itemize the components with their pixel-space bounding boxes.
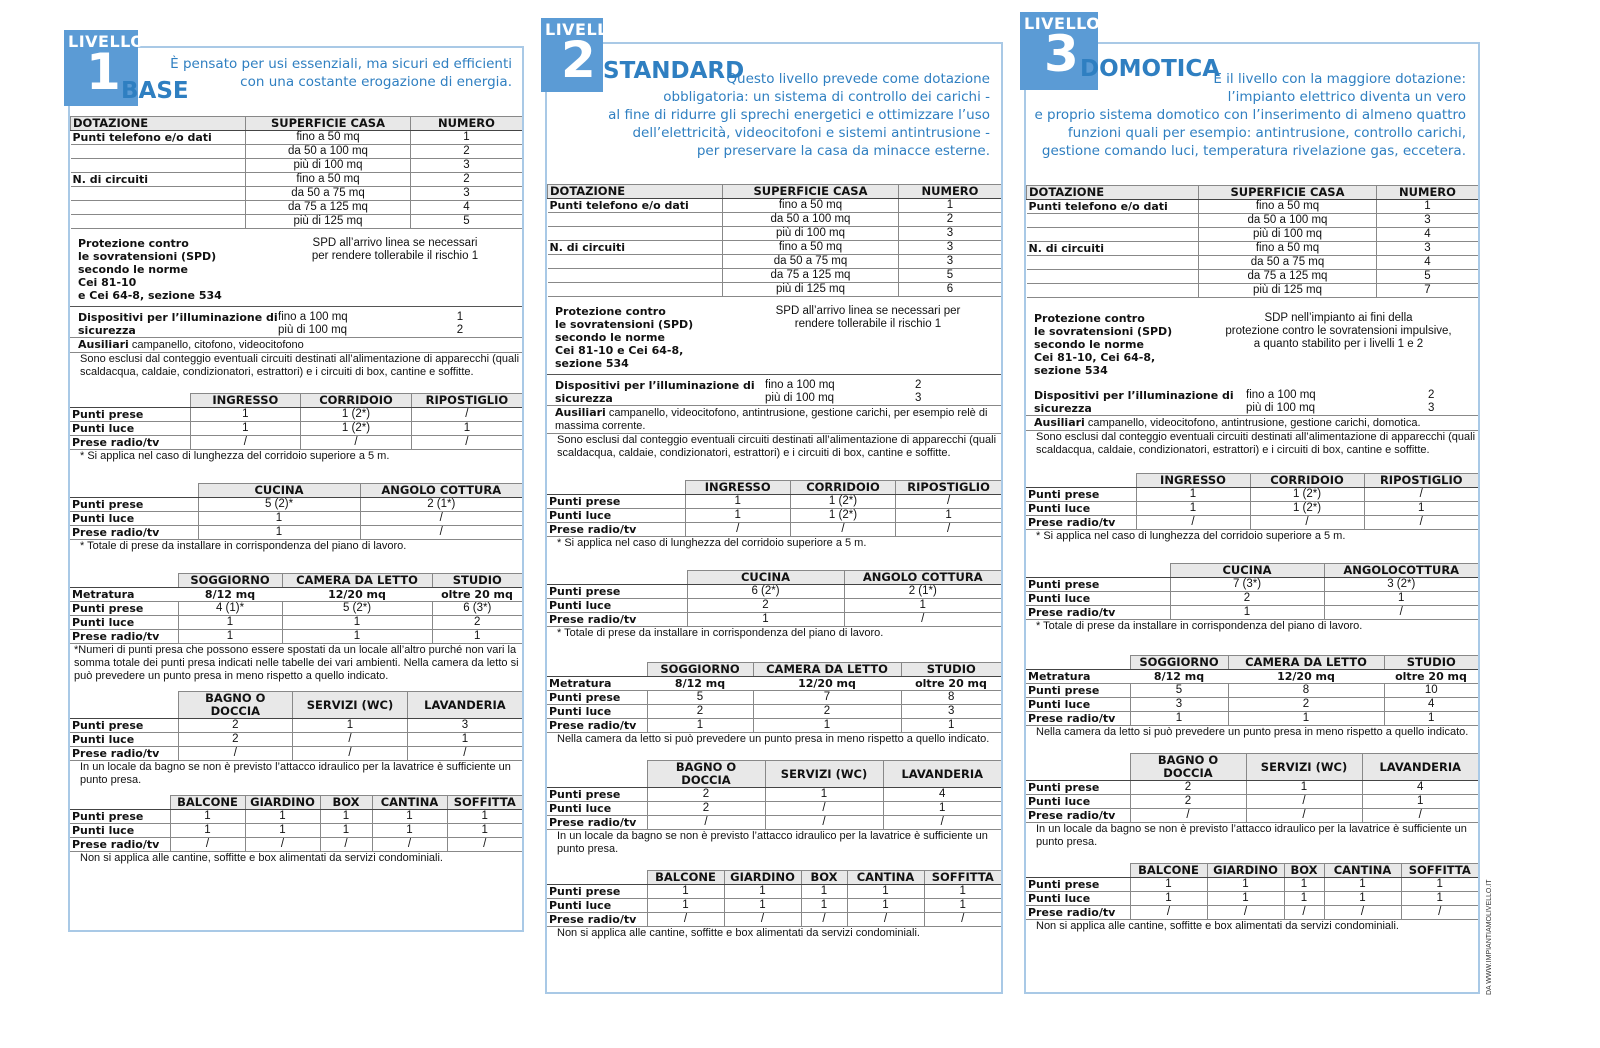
dispositivi-sicurezza: Dispositivi per l’illuminazione di sicurezza fino a 100 mq più di 100 mq 2 3 <box>555 379 922 405</box>
level-label: LIVELLO <box>545 20 622 39</box>
soggiorno-table: SOGGIORNO CAMERA DA LETTO STUDIO Metratura 8/12 mq 12/20 mq oltre 20 mq Punti prese 5 7 8 Punti luce 2 2 3 Prese radio/tv 1 1 1 <box>547 662 1001 733</box>
esterni-table: BALCONE GIARDINO BOX CANTINA SOFFITTA Punti prese 1 1 1 1 1 Punti luce 1 1 1 1 1 Prese radio/tv / / / / / <box>70 795 522 852</box>
dispositivi-sicurezza: Dispositivi per l’illuminazione di sicurezza fino a 100 mq più di 100 mq 1 2 <box>78 311 464 337</box>
level-intro: È pensato per usi essenziali, ma sicuri ed efficienti con una costante erogazione di energia. <box>170 56 512 90</box>
level-label: LIVELLO <box>1024 14 1101 33</box>
ingresso-table: INGRESSO CORRIDOIO RIPOSTIGLIO Punti prese 1 1 (2*) / Punti luce 1 1 (2*) 1 Prese radio/tv / / / <box>70 393 522 450</box>
soggiorno-table: SOGGIORNO CAMERA DA LETTO STUDIO Metratura 8/12 mq 12/20 mq oltre 20 mq Punti prese 5 8 10 Punti luce 3 2 4 Prese radio/tv 1 1 1 <box>1026 655 1478 726</box>
cucina-table: CUCINA ANGOLOCOTTURA Punti prese 7 (3*) 3 (2*) Punti luce 2 1 Prese radio/tv 1 / <box>1026 563 1478 620</box>
esterni-table: BALCONE GIARDINO BOX CANTINA SOFFITTA Punti prese 1 1 1 1 1 Punti luce 1 1 1 1 1 Prese radio/tv / / / / / <box>1026 863 1478 920</box>
esterni-table: BALCONE GIARDINO BOX CANTINA SOFFITTA Punti prese 1 1 1 1 1 Punti luce 1 1 1 1 1 Prese radio/tv / / / / / <box>547 870 1001 927</box>
level-name: DOMOTICA <box>1080 56 1221 82</box>
level-2-badge <box>541 18 622 92</box>
level-label: LIVELLO <box>68 32 145 51</box>
esclusi-note: Sono esclusi dal conteggio eventuali circuiti destinati all’alimentazione di apparecchi (quali scaldacqua, caldaie, condizionatori, estrattori) e i circuiti di box, cantine e soffitte. <box>70 352 522 379</box>
level-intro: È il livello con la maggiore dotazione: l’impianto elettrico diventa un vero e proprio sistema domotico con l’inserimento di almeno quattro funzioni quali per esempio: antintrusione, controllo carichi, gestione comando luci, temperatura rivelazione gas, eccetera. <box>1034 71 1466 159</box>
dotazione-table: DOTAZIONE SUPERFICIE CASA NUMERO Punti telefono e/o dati fino a 50 mq 1 da 50 a 100 mq 2 più di 100 mq 3 N. di circuiti fino a 50 mq 3 da 50 a 75 mq 3 da 75 a 125 mq 5 più di 125 mq 6 <box>547 184 1001 297</box>
spd-protection: Protezione contro le sovratensioni (SPD) secondo le norme Cei 81-10, Cei 64-8, sezione 534 SDP nell’impianto ai fini della protezione contro le sovratensioni impulsive, a quanto stabilito per i livelli 1 e 2 <box>1034 312 1452 377</box>
ausiliari: Ausiliari campanello, citofono, videocitofono <box>70 337 522 352</box>
esclusi-note: Sono esclusi dal conteggio eventuali circuiti destinati all’alimentazione di apparecchi (quali scaldacqua, caldaie, condizionatori, estrattori) e i circuiti di box, cantine e soffitte. <box>1026 430 1478 457</box>
spd-protection: Protezione contro le sovratensioni (SPD) secondo le norme Cei 81-10 e Cei 64-8, sezione 534 SPD all’arrivo linea se necessari per rendere tollerabile il rischio 1 <box>78 237 479 302</box>
bagno-table: BAGNO O DOCCIA SERVIZI (WC) LAVANDERIA Punti prese 2 1 3 Punti luce 2 / 1 Prese radio/tv / / / <box>70 691 522 761</box>
esclusi-note: Sono esclusi dal conteggio eventuali circuiti destinati all’alimentazione di apparecchi (quali scaldacqua, caldaie, condizionatori, estrattori) e i circuiti di box, cantine e soffitte. <box>547 433 1001 460</box>
spd-protection: Protezione contro le sovratensioni (SPD) secondo le norme Cei 81-10 e Cei 64-8, sezione 534 SPD all’arrivo linea se necessari per rendere tollerabile il rischio 1 <box>555 305 961 370</box>
dotazione-table: DOTAZIONE SUPERFICIE CASA NUMERO Punti telefono e/o dati fino a 50 mq 1 da 50 a 100 mq 2 più di 100 mq 3 N. di circuiti fino a 50 mq 2 da 50 a 75 mq 3 da 75 a 125 mq 4 più di 125 mq 5 <box>70 116 522 229</box>
level-name: BASE <box>121 78 189 104</box>
level-1-body: DOTAZIONE SUPERFICIE CASA NUMERO Punti telefono e/o dati fino a 50 mq 1 da 50 a 100 mq 2 più di 100 mq 3 N. di circuiti fino a 50 mq 2 da 50 a 75 mq 3 da 75 a 125 mq 4 più di 125 mq 5 Protezione contro le sovratensioni (SPD) secondo le norme Cei 81-10 e Cei 64-8, sezione 534 SPD all’arrivo linea se necessari per rendere tollerabile il rischio 1 Dispositivi per l’illuminazione di sicurezza fino a 100 mq più di 100 mq 1 2 Ausiliari campanello, citofono, videocitofono Sono esclusi dal conteggio eventuali circuiti destinati all’alimentazione di apparecchi (quali scaldacqua, caldaie, condizionatori, estrattori) e i circuiti di box, cantine e soffitte. INGRESSO CORRIDOIO RIPOSTIGLIO Punti prese 1 1 (2*) / Punti luce 1 1 (2*) 1 Prese radio/tv / / / * Si applica nel caso di lunghezza del corridoio superiore a 5 m. CUCINA ANGOLO COTTURA Punti prese 5 (2)* 2 (1*) Punti luce 1 / Prese radio/tv 1 / * Totale di prese da installare in corrispondenza del piano di lavoro. SOGGIORNO CAMERA DA LETTO STUDIO Metratura 8/12 mq 12/20 mq oltre 20 mq Punti prese 4 (1)* 5 (2*) 6 (3*) Punti luce 1 1 2 Prese radio/tv 1 1 1 *Numeri di punti presa che possono essere spostati da un locale all’altro purché non vari la somma totale dei punti presa indicati nelle tabelle dei vari ambienti. Nella camera da letto si può prevedere un punto presa in meno rispetto a quello indicato. BAGNO O DOCCIA SERVIZI (WC) LAVANDERIA Punti prese 2 1 3 Punti luce 2 / 1 Prese radio/tv / / / In un locale da bagno se non è previsto l’attacco idraulico per la lavatrice è sufficiente un punto presa. BALCONE GIARDINO BOX CANTINA SOFFITTA Punti prese 1 1 1 1 1 Punti luce 1 1 1 1 1 Prese radio/tv / / / / / Non si applica alle cantine, soffitte e box alimentati da servizi condominiali. <box>70 116 522 865</box>
level-intro: Questo livello prevede come dotazione obbligatoria: un sistema di controllo dei carichi - al fine di ridurre gli sprechi energetici e ottimizzare l’uso dell’elettricità, videocitofoni e sistemi antintrusione - per preservare la casa da minacce esterne. <box>608 71 990 159</box>
dotazione-table: DOTAZIONE SUPERFICIE CASA NUMERO Punti telefono e/o dati fino a 50 mq 1 da 50 a 100 mq 3 più di 100 mq 4 N. di circuiti fino a 50 mq 3 da 50 a 75 mq 4 da 75 a 125 mq 5 più di 125 mq 7 <box>1026 185 1478 298</box>
level-name: STANDARD <box>603 58 745 84</box>
ausiliari: Ausiliari campanello, videocitofono, antintrusione, gestione carichi, per esempio relè di massima corrente. <box>547 405 1001 433</box>
dispositivi-sicurezza: Dispositivi per l’illuminazione di sicurezza fino a 100 mq più di 100 mq 2 3 <box>1034 389 1435 415</box>
ingresso-table: INGRESSO CORRIDOIO RIPOSTIGLIO Punti prese 1 1 (2*) / Punti luce 1 1 (2*) 1 Prese radio/tv / / / <box>547 480 1001 537</box>
level-number: 1 <box>86 43 121 101</box>
soggiorno-table: SOGGIORNO CAMERA DA LETTO STUDIO Metratura 8/12 mq 12/20 mq oltre 20 mq Punti prese 4 (1)* 5 (2*) 6 (3*) Punti luce 1 1 2 Prese radio/tv 1 1 1 <box>70 573 522 644</box>
level-2-body: DOTAZIONE SUPERFICIE CASA NUMERO Punti telefono e/o dati fino a 50 mq 1 da 50 a 100 mq 2 più di 100 mq 3 N. di circuiti fino a 50 mq 3 da 50 a 75 mq 3 da 75 a 125 mq 5 più di 125 mq 6 Protezione contro le sovratensioni (SPD) secondo le norme Cei 81-10 e Cei 64-8, sezione 534 SPD all’arrivo linea se necessari per rendere tollerabile il rischio 1 Dispositivi per l’illuminazione di sicurezza fino a 100 mq più di 100 mq 2 3 Ausiliari campanello, videocitofono, antintrusione, gestione carichi, per esempio relè di massima corrente. Sono esclusi dal conteggio eventuali circuiti destinati all’alimentazione di apparecchi (quali scaldacqua, caldaie, condizionatori, estrattori) e i circuiti di box, cantine e soffitte. INGRESSO CORRIDOIO RIPOSTIGLIO Punti prese 1 1 (2*) / Punti luce 1 1 (2*) 1 Prese radio/tv / / / * Si applica nel caso di lunghezza del corridoio superiore a 5 m. CUCINA ANGOLO COTTURA Punti prese 6 (2*) 2 (1*) Punti luce 2 1 Prese radio/tv 1 / * Totale di prese da installare in corrispondenza del piano di lavoro. SOGGIORNO CAMERA DA LETTO STUDIO Metratura 8/12 mq 12/20 mq oltre 20 mq Punti prese 5 7 8 Punti luce 2 2 3 Prese radio/tv 1 1 1 Nella camera da letto si può prevedere un punto presa in meno rispetto a quello indicato. BAGNO O DOCCIA SERVIZI (WC) LAVANDERIA Punti prese 2 1 4 Punti luce 2 / 1 Prese radio/tv / / / In un locale da bagno se non è previsto l’attacco idraulico per la lavatrice è sufficiente un punto presa. BALCONE GIARDINO BOX CANTINA SOFFITTA Punti prese 1 1 1 1 1 Punti luce 1 1 1 1 1 Prese radio/tv / / / / / Non si applica alle cantine, soffitte e box alimentati da servizi condominiali. <box>547 184 1001 940</box>
level-number: 2 <box>561 31 596 89</box>
level-3-body: DOTAZIONE SUPERFICIE CASA NUMERO Punti telefono e/o dati fino a 50 mq 1 da 50 a 100 mq 3 più di 100 mq 4 N. di circuiti fino a 50 mq 3 da 50 a 75 mq 4 da 75 a 125 mq 5 più di 125 mq 7 Protezione contro le sovratensioni (SPD) secondo le norme Cei 81-10, Cei 64-8, sezione 534 SDP nell’impianto ai fini della protezione contro le sovratensioni impulsive, a quanto stabilito per i livelli 1 e 2 Dispositivi per l’illuminazione di sicurezza fino a 100 mq più di 100 mq 2 3 Ausiliari campanello, videocitofono, antintrusione, gestione carichi, domotica. Sono esclusi dal conteggio eventuali circuiti destinati all’alimentazione di apparecchi (quali scaldacqua, caldaie, condizionatori, estrattori) e i circuiti di box, cantine e soffitte. INGRESSO CORRIDOIO RIPOSTIGLIO Punti prese 1 1 (2*) / Punti luce 1 1 (2*) 1 Prese radio/tv / / / * Si applica nel caso di lunghezza del corridoio superiore a 5 m. CUCINA ANGOLOCOTTURA Punti prese 7 (3*) 3 (2*) Punti luce 2 1 Prese radio/tv 1 / * Totale di prese da installare in corrispondenza del piano di lavoro. SOGGIORNO CAMERA DA LETTO STUDIO Metratura 8/12 mq 12/20 mq oltre 20 mq Punti prese 5 8 10 Punti luce 3 2 4 Prese radio/tv 1 1 1 Nella camera da letto si può prevedere un punto presa in meno rispetto a quello indicato. BAGNO O DOCCIA SERVIZI (WC) LAVANDERIA Punti prese 2 1 4 Punti luce 2 / 1 Prese radio/tv / / / In un locale da bagno se non è previsto l’attacco idraulico per la lavatrice è sufficiente un punto presa. BALCONE GIARDINO BOX CANTINA SOFFITTA Punti prese 1 1 1 1 1 Punti luce 1 1 1 1 1 Prese radio/tv / / / / / Non si applica alle cantine, soffitte e box alimentati da servizi condominiali. <box>1026 185 1478 933</box>
bagno-table: BAGNO O DOCCIA SERVIZI (WC) LAVANDERIA Punti prese 2 1 4 Punti luce 2 / 1 Prese radio/tv / / / <box>547 760 1001 830</box>
ingresso-table: INGRESSO CORRIDOIO RIPOSTIGLIO Punti prese 1 1 (2*) / Punti luce 1 1 (2*) 1 Prese radio/tv / / / <box>1026 473 1478 530</box>
ausiliari: Ausiliari campanello, videocitofono, antintrusione, gestione carichi, domotica. <box>1026 415 1478 430</box>
bagno-table: BAGNO O DOCCIA SERVIZI (WC) LAVANDERIA Punti prese 2 1 4 Punti luce 2 / 1 Prese radio/tv / / / <box>1026 753 1478 823</box>
source-credit: DA WWW.IMPIANTIAMOLIVELLO.IT <box>1486 879 1493 995</box>
cucina-table: CUCINA ANGOLO COTTURA Punti prese 5 (2)* 2 (1*) Punti luce 1 / Prese radio/tv 1 / <box>70 483 522 540</box>
cucina-table: CUCINA ANGOLO COTTURA Punti prese 6 (2*) 2 (1*) Punti luce 2 1 Prese radio/tv 1 / <box>547 570 1001 627</box>
level-number: 3 <box>1044 25 1079 83</box>
